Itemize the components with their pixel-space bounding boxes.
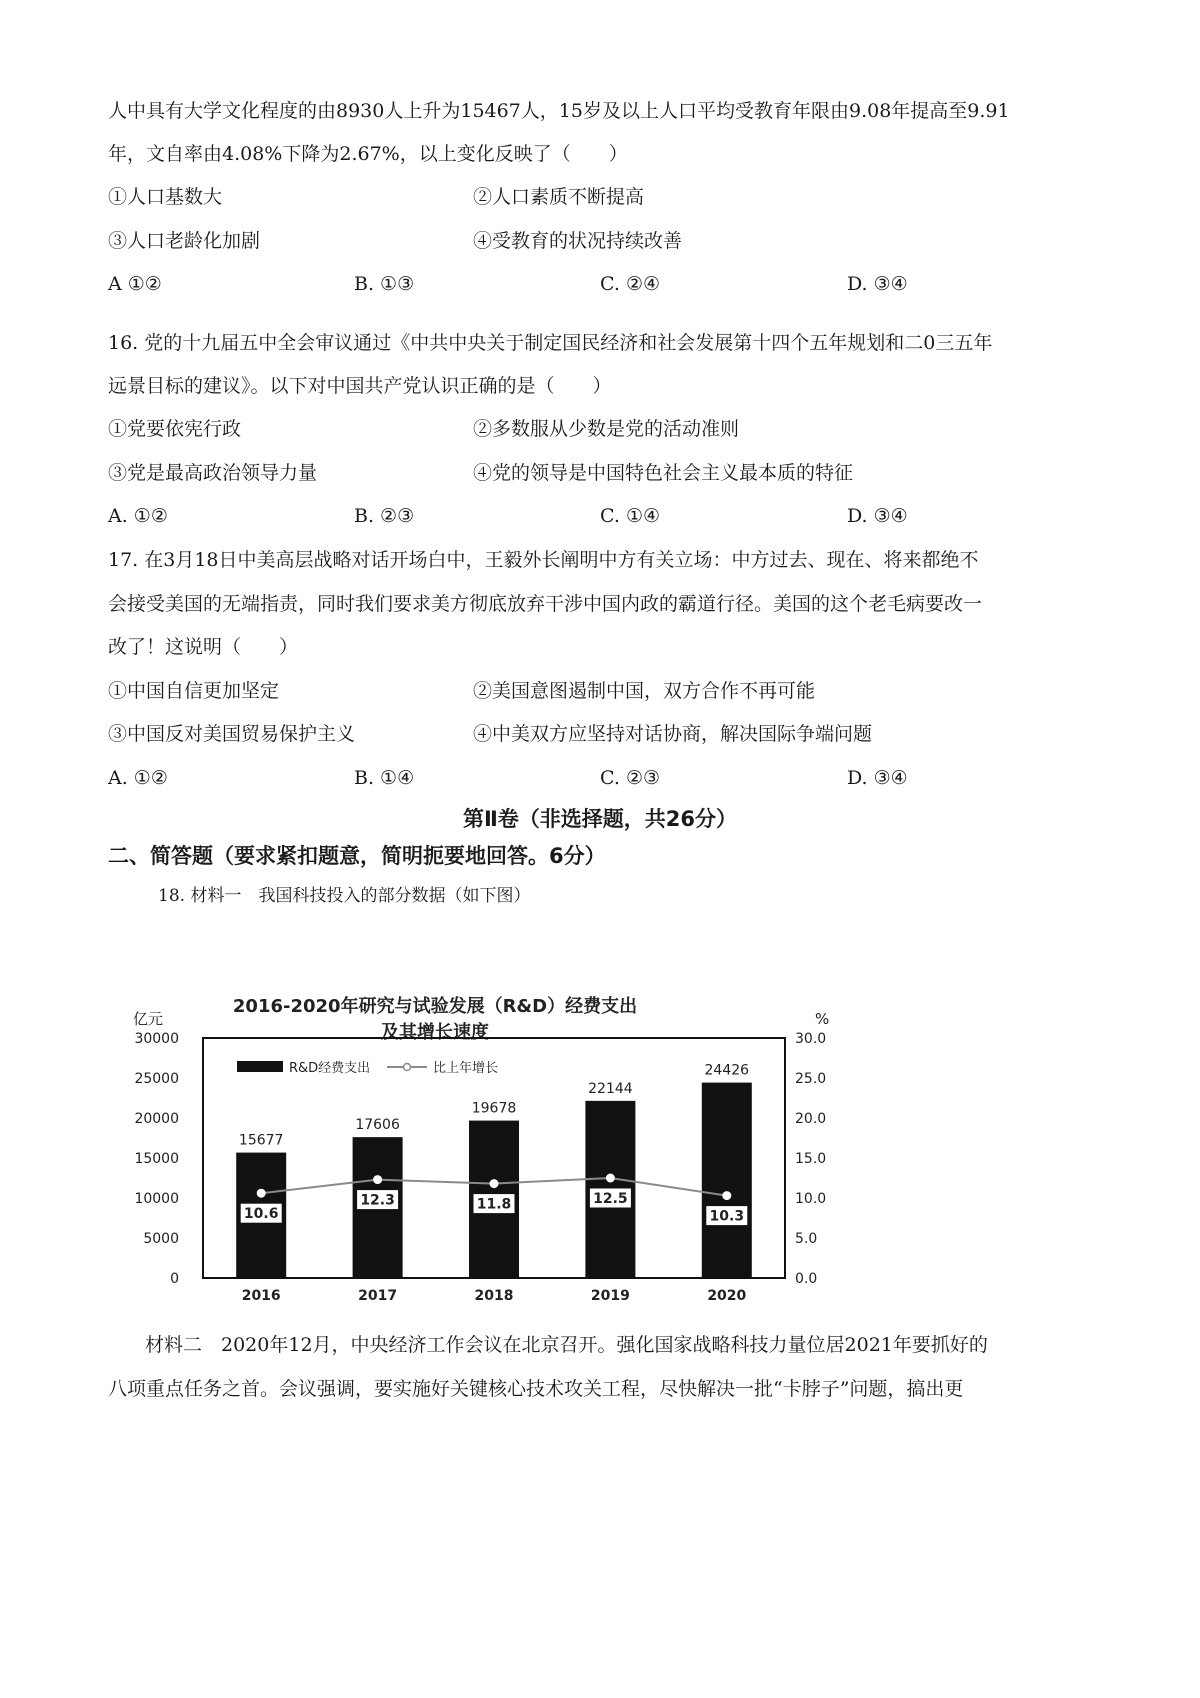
material2-line1: 材料二 2020年12月，中央经济工作会议在北京召开。强化国家战略科技力量位居2021年要抓好的 xyxy=(145,1334,988,1356)
x-axis-tick-label: 2019 xyxy=(590,1288,630,1304)
left-axis-tick-label: 10000 xyxy=(134,1191,179,1207)
q16-stem-line2: 远景目标的建议》。以下对中国共产党认识正确的是（ ） xyxy=(108,375,612,397)
bar-value-label: 24426 xyxy=(704,1062,750,1079)
part2-heading: 第Ⅱ卷（非选择题，共26分） xyxy=(462,807,738,831)
bar-value-label: 19678 xyxy=(471,1100,517,1117)
right-axis-tick-label: 5.0 xyxy=(795,1231,818,1247)
q16-option-3: ③党是最高政治领导力量 xyxy=(108,462,318,484)
left-axis-tick-label: 20000 xyxy=(134,1111,179,1127)
q16-choice-a: A. ①② xyxy=(108,505,168,527)
q15-stem-line2: 年，文自率由4.08%下降为2.67%，以上变化反映了（ ） xyxy=(108,143,628,165)
growth-point xyxy=(490,1180,498,1188)
q17-stem-line3: 改了！这说明（ ） xyxy=(108,636,299,658)
legend-line-label: 比上年增长 xyxy=(433,1061,499,1076)
q16-option-2: ②多数服从少数是党的活动准则 xyxy=(473,418,740,440)
q17-option-2: ②美国意图遏制中国，双方合作不再可能 xyxy=(473,680,816,702)
q16-choice-b: B. ②③ xyxy=(354,505,415,527)
left-axis-tick-label: 30000 xyxy=(134,1031,179,1047)
q15-option-1: ①人口基数大 xyxy=(108,186,223,208)
q18-intro: 18. 材料一 我国科技投入的部分数据（如下图） xyxy=(158,886,531,906)
q17-choice-d: D. ③④ xyxy=(847,767,908,789)
chart-left-unit: 亿元 xyxy=(133,1010,164,1028)
q16-choice-d: D. ③④ xyxy=(847,505,908,527)
q17-choice-a: A. ①② xyxy=(108,767,168,789)
left-axis-tick-label: 0 xyxy=(170,1271,179,1287)
x-axis-tick-label: 2018 xyxy=(474,1288,514,1304)
x-axis-tick-label: 2017 xyxy=(358,1288,398,1304)
q15-option-2: ②人口素质不断提高 xyxy=(473,186,645,208)
q17-option-1: ①中国自信更加坚定 xyxy=(108,680,280,702)
left-axis-tick-label: 5000 xyxy=(143,1231,179,1247)
legend-line-marker xyxy=(404,1064,411,1071)
growth-point xyxy=(723,1192,731,1200)
bar-value-label: 17606 xyxy=(355,1117,400,1134)
growth-value-label: 10.3 xyxy=(709,1208,745,1225)
q15-stem-line1: 人中具有大学文化程度的由8930人上升为15467人，15岁及以上人口平均受教育年限由9.08年提高至9.91 xyxy=(108,100,1010,122)
right-axis-tick-label: 20.0 xyxy=(795,1111,827,1127)
q17-choice-b: B. ①④ xyxy=(354,767,415,789)
material2-line2: 八项重点任务之首。会议强调，要实施好关键核心技术攻关工程，尽快解决一批“卡脖子”问题，搞出更 xyxy=(108,1378,964,1400)
q15-option-4: ④受教育的状况持续改善 xyxy=(473,230,683,252)
growth-value-label: 11.8 xyxy=(476,1196,512,1213)
left-axis-tick-label: 15000 xyxy=(134,1151,179,1167)
bar-value-label: 22144 xyxy=(588,1080,633,1097)
growth-value-label: 12.3 xyxy=(360,1192,395,1209)
bar-2020 xyxy=(702,1083,752,1278)
q15-option-3: ③人口老龄化加剧 xyxy=(108,230,261,252)
right-axis-tick-label: 25.0 xyxy=(795,1071,827,1087)
chart-legend xyxy=(237,1060,498,1076)
growth-point xyxy=(257,1189,265,1197)
q17-stem-line1: 17. 在3月18日中美高层战略对话开场白中，王毅外长阐明中方有关立场：中方过去、现在、将来都绝不 xyxy=(108,549,979,571)
q15-choice-c: C. ②④ xyxy=(600,273,661,295)
legend-bar-swatch xyxy=(237,1061,283,1072)
growth-point xyxy=(374,1176,382,1184)
q17-option-4: ④中美双方应坚持对话协商，解决国际争端问题 xyxy=(473,723,873,745)
x-axis-tick-label: 2016 xyxy=(241,1288,281,1304)
left-axis-tick-label: 25000 xyxy=(134,1071,179,1087)
growth-value-label: 12.5 xyxy=(593,1191,628,1207)
q16-choice-c: C. ①④ xyxy=(600,505,661,527)
right-axis-tick-label: 10.0 xyxy=(795,1191,827,1207)
q17-option-3: ③中国反对美国贸易保护主义 xyxy=(108,723,356,745)
legend-bar-label: R&D经费支出 xyxy=(289,1061,371,1076)
right-axis-tick-label: 30.0 xyxy=(795,1031,827,1047)
q15-choice-a: A ①② xyxy=(108,273,162,295)
right-axis-tick-label: 0.0 xyxy=(795,1271,818,1287)
q15-choice-b: B. ①③ xyxy=(354,273,415,295)
chart-title-line2: 及其增长速度 xyxy=(381,1022,489,1043)
right-axis-tick-label: 15.0 xyxy=(795,1151,827,1167)
q16-option-1: ①党要依宪行政 xyxy=(108,418,242,440)
q16-stem-line1: 16. 党的十九届五中全会审议通过《中共中央关于制定国民经济和社会发展第十四个五年规划和二0三五年 xyxy=(108,332,993,354)
q15-choice-d: D. ③④ xyxy=(847,273,908,295)
q16-option-4: ④党的领导是中国特色社会主义最本质的特征 xyxy=(473,462,854,484)
rd-expenditure-chart xyxy=(125,988,865,1308)
growth-point xyxy=(606,1174,614,1182)
q17-choice-c: C. ②③ xyxy=(600,767,661,789)
bar-value-label: 15677 xyxy=(238,1132,284,1149)
chart-right-unit: % xyxy=(815,1010,830,1028)
growth-value-label: 10.6 xyxy=(243,1206,279,1223)
chart-title-line1: 2016-2020年研究与试验发展（R&D）经费支出 xyxy=(232,996,638,1017)
section-heading: 二、简答题（要求紧扣题意，简明扼要地回答。6分） xyxy=(108,844,606,868)
q17-stem-line2: 会接受美国的无端指责，同时我们要求美方彻底放弃干涉中国内政的霸道行径。美国的这个老毛病要改一 xyxy=(108,593,983,615)
x-axis-tick-label: 2020 xyxy=(707,1288,747,1304)
